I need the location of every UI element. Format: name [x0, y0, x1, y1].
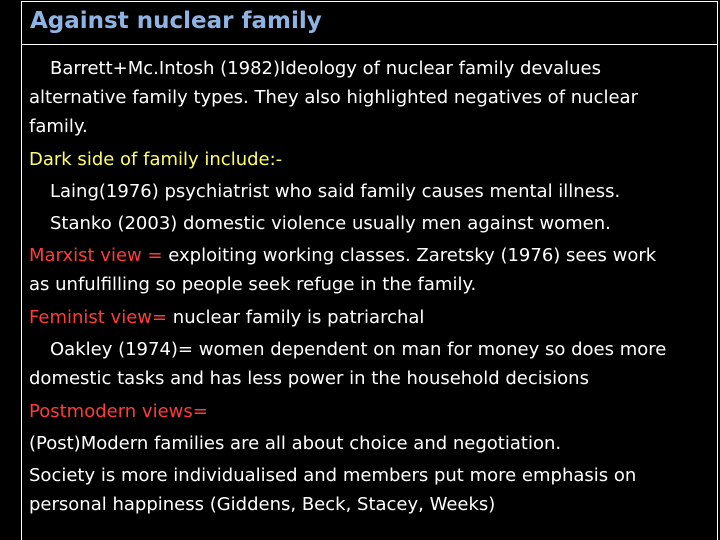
slide-title: Against nuclear family [30, 8, 322, 34]
feminist-line [29, 303, 713, 332]
content-box [21, 45, 718, 540]
marxist-label: Marxist view = [29, 245, 163, 266]
marxist-line [29, 241, 713, 270]
text-line-barrett: Barrett+Mc.Intosh (1982)Ideology of nuclear family devalues [50, 58, 602, 79]
text-line-unfulfilling: as unfulfilling so people seek refuge in the family. [29, 274, 477, 295]
postmodern-label: Postmodern views= [29, 401, 208, 422]
feminist-text: nuclear family is patriarchal [167, 307, 425, 328]
feminist-label: Feminist view= [29, 307, 168, 328]
text-line-happiness: personal happiness (Giddens, Beck, Stacey, Weeks) [29, 494, 496, 515]
text-line-laing: Laing(1976) psychiatrist who said family causes mental illness. [50, 181, 621, 202]
text-line-society: Society is more individualised and members put more emphasis on [29, 465, 637, 486]
text-line-alternative: alternative family types. They also highlighted negatives of nuclear [29, 87, 638, 108]
text-line-oakley: Oakley (1974)= women dependent on man for money so does more [50, 339, 667, 360]
dark-side-heading: Dark side of family include:- [29, 149, 283, 170]
text-line-domestic: domestic tasks and has less power in the household decisions [29, 368, 589, 389]
marxist-text: exploiting working classes. Zaretsky (1976) sees work [162, 245, 657, 266]
text-line-stanko: Stanko (2003) domestic violence usually men against women. [50, 213, 611, 234]
text-line-family: family. [29, 116, 88, 137]
title-box [21, 1, 718, 45]
text-line-postmodern: (Post)Modern families are all about choice and negotiation. [29, 433, 562, 454]
